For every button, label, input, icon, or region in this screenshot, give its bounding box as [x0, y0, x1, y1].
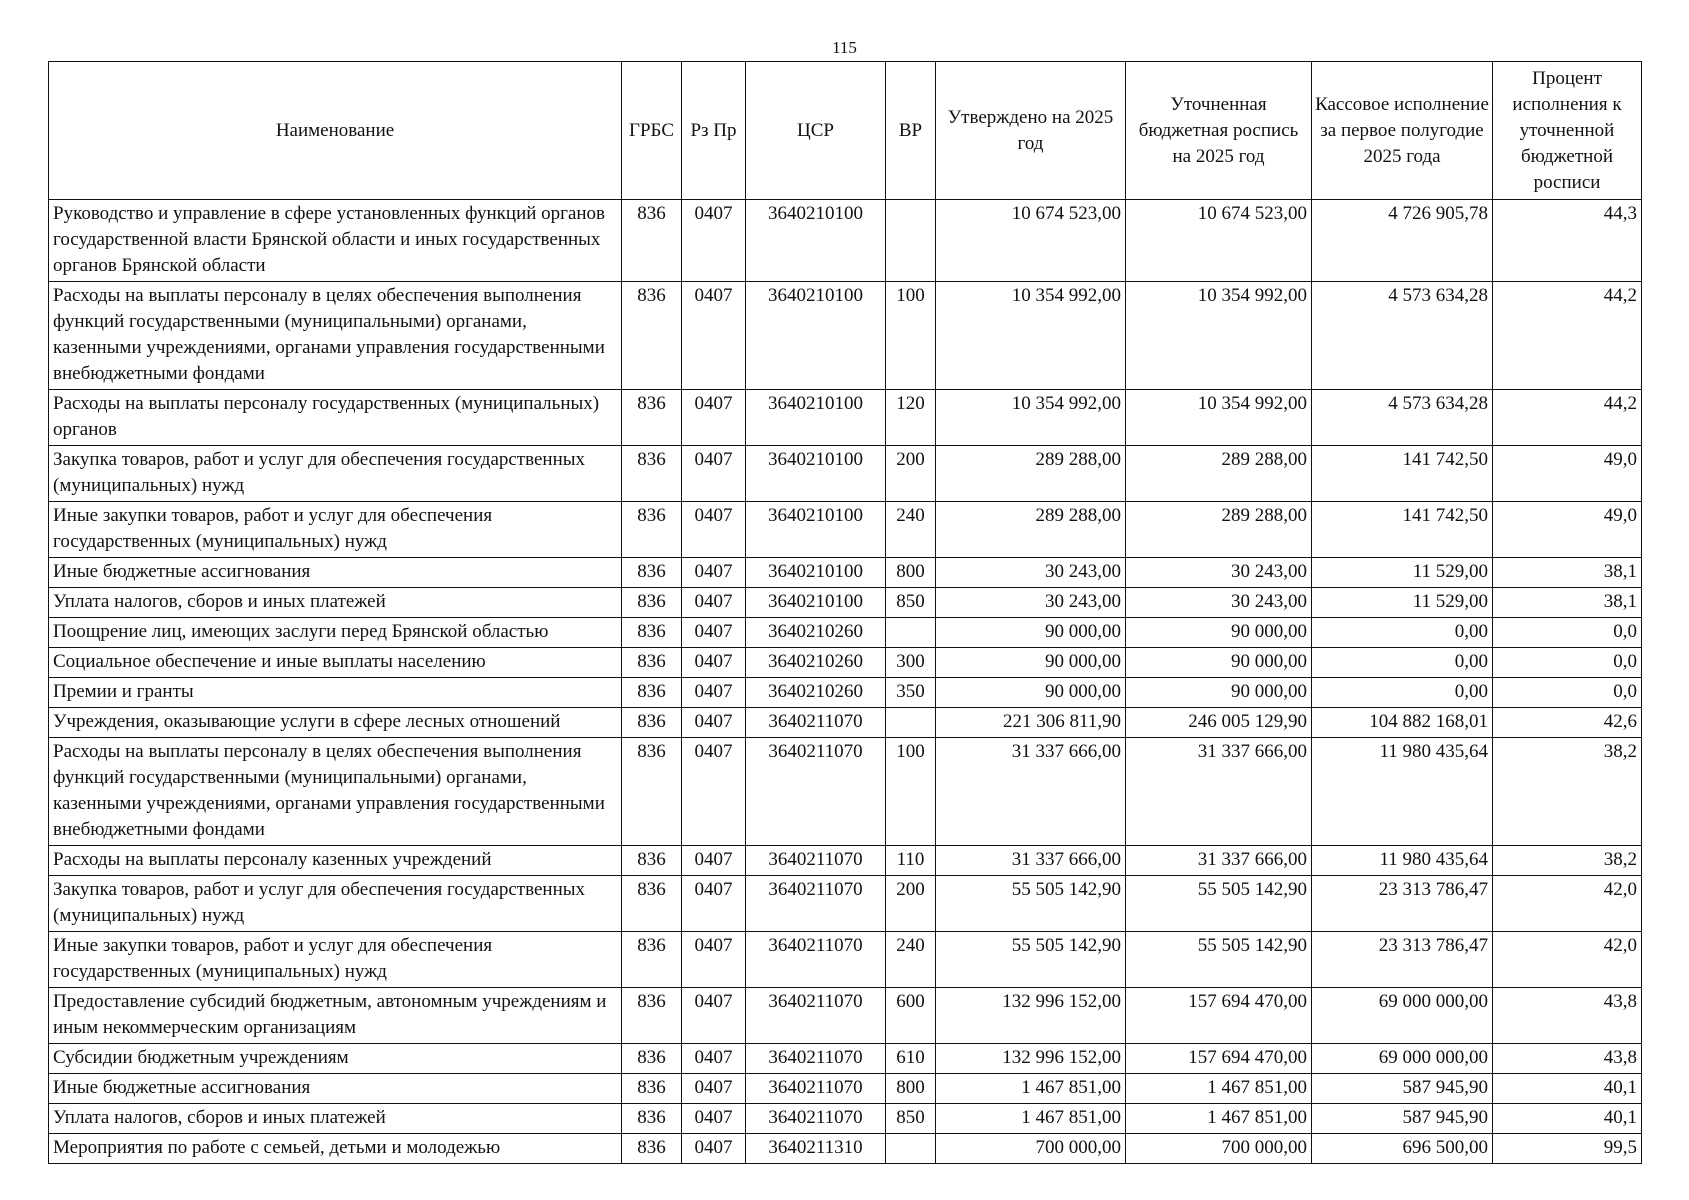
cell-percent: 42,0 [1493, 876, 1642, 932]
cell-vr [886, 618, 936, 648]
cell-rzpr: 0407 [682, 738, 746, 846]
cell-percent: 43,8 [1493, 988, 1642, 1044]
cell-vr [886, 200, 936, 282]
cell-grbs: 836 [622, 846, 682, 876]
cell-csr: 3640211070 [746, 876, 886, 932]
cell-csr: 3640211070 [746, 988, 886, 1044]
table-row [49, 846, 1642, 876]
cell-grbs: 836 [622, 200, 682, 282]
cell-cash: 0,00 [1312, 678, 1493, 708]
cell-percent: 49,0 [1493, 446, 1642, 502]
cell-cash: 11 980 435,64 [1312, 738, 1493, 846]
cell-name: Социальное обеспечение и иные выплаты населению [49, 648, 622, 678]
cell-name: Расходы на выплаты персоналу государственных (муниципальных) органов [49, 390, 622, 446]
cell-vr [886, 1134, 936, 1164]
cell-name: Предоставление субсидий бюджетным, автономным учреждениям и иным некоммерческим организациям [49, 988, 622, 1044]
cell-csr: 3640210100 [746, 502, 886, 558]
table-row [49, 390, 1642, 446]
cell-csr: 3640210260 [746, 648, 886, 678]
table-row [49, 502, 1642, 558]
cell-rzpr: 0407 [682, 502, 746, 558]
table-row [49, 282, 1642, 390]
cell-cash: 11 529,00 [1312, 588, 1493, 618]
cell-cash: 0,00 [1312, 618, 1493, 648]
cell-approved: 10 674 523,00 [936, 200, 1126, 282]
cell-grbs: 836 [622, 988, 682, 1044]
cell-cash: 696 500,00 [1312, 1134, 1493, 1164]
cell-refined: 31 337 666,00 [1126, 846, 1312, 876]
cell-grbs: 836 [622, 558, 682, 588]
cell-refined: 90 000,00 [1126, 648, 1312, 678]
cell-name: Субсидии бюджетным учреждениям [49, 1044, 622, 1074]
cell-vr: 350 [886, 678, 936, 708]
cell-approved: 700 000,00 [936, 1134, 1126, 1164]
cell-cash: 11 980 435,64 [1312, 846, 1493, 876]
cell-name: Уплата налогов, сборов и иных платежей [49, 588, 622, 618]
cell-csr: 3640210260 [746, 618, 886, 648]
cell-grbs: 836 [622, 1044, 682, 1074]
cell-csr: 3640211070 [746, 738, 886, 846]
cell-grbs: 836 [622, 708, 682, 738]
cell-percent: 99,5 [1493, 1134, 1642, 1164]
cell-rzpr: 0407 [682, 588, 746, 618]
cell-rzpr: 0407 [682, 876, 746, 932]
cell-refined: 246 005 129,90 [1126, 708, 1312, 738]
cell-refined: 30 243,00 [1126, 588, 1312, 618]
table-row [49, 588, 1642, 618]
cell-percent: 43,8 [1493, 1044, 1642, 1074]
cell-percent: 0,0 [1493, 648, 1642, 678]
cell-percent: 38,1 [1493, 558, 1642, 588]
cell-approved: 30 243,00 [936, 588, 1126, 618]
cell-cash: 587 945,90 [1312, 1104, 1493, 1134]
cell-approved: 10 354 992,00 [936, 282, 1126, 390]
cell-rzpr: 0407 [682, 390, 746, 446]
cell-name: Поощрение лиц, имеющих заслуги перед Брянской областью [49, 618, 622, 648]
cell-vr: 200 [886, 876, 936, 932]
cell-rzpr: 0407 [682, 648, 746, 678]
cell-percent: 38,2 [1493, 846, 1642, 876]
table-row [49, 1104, 1642, 1134]
cell-csr: 3640211070 [746, 1074, 886, 1104]
cell-refined: 157 694 470,00 [1126, 1044, 1312, 1074]
cell-vr: 800 [886, 1074, 936, 1104]
cell-vr: 610 [886, 1044, 936, 1074]
cell-name: Расходы на выплаты персоналу в целях обеспечения выполнения функций государственными (муниципальными) органами, казенными учреждениями, органами управления государственными внебюджетными фондами [49, 282, 622, 390]
cell-name: Премии и гранты [49, 678, 622, 708]
cell-approved: 221 306 811,90 [936, 708, 1126, 738]
cell-rzpr: 0407 [682, 846, 746, 876]
cell-approved: 289 288,00 [936, 502, 1126, 558]
cell-csr: 3640211070 [746, 846, 886, 876]
cell-cash: 69 000 000,00 [1312, 988, 1493, 1044]
header-refined: Уточненная бюджетная роспись на 2025 год [1126, 62, 1312, 200]
cell-cash: 4 726 905,78 [1312, 200, 1493, 282]
header-grbs: ГРБС [622, 62, 682, 200]
cell-vr: 850 [886, 1104, 936, 1134]
cell-grbs: 836 [622, 618, 682, 648]
cell-refined: 1 467 851,00 [1126, 1104, 1312, 1134]
cell-cash: 587 945,90 [1312, 1074, 1493, 1104]
header-name: Наименование [49, 62, 622, 200]
cell-cash: 141 742,50 [1312, 446, 1493, 502]
cell-name: Руководство и управление в сфере установленных функций органов государственной власти Брянской области и иных государственных органов Брянской области [49, 200, 622, 282]
table-row [49, 1044, 1642, 1074]
cell-vr: 800 [886, 558, 936, 588]
cell-name: Учреждения, оказывающие услуги в сфере лесных отношений [49, 708, 622, 738]
cell-vr: 300 [886, 648, 936, 678]
cell-rzpr: 0407 [682, 678, 746, 708]
cell-name: Иные закупки товаров, работ и услуг для обеспечения государственных (муниципальных) нужд [49, 932, 622, 988]
cell-csr: 3640210100 [746, 558, 886, 588]
table-row [49, 1134, 1642, 1164]
cell-approved: 1 467 851,00 [936, 1104, 1126, 1134]
cell-grbs: 836 [622, 1134, 682, 1164]
header-cash: Кассовое исполнение за первое полугодие 2025 года [1312, 62, 1493, 200]
cell-percent: 0,0 [1493, 678, 1642, 708]
cell-vr: 110 [886, 846, 936, 876]
cell-percent: 44,2 [1493, 390, 1642, 446]
cell-cash: 11 529,00 [1312, 558, 1493, 588]
table-row [49, 708, 1642, 738]
table-row [49, 618, 1642, 648]
budget-execution-table [48, 61, 1642, 1164]
cell-rzpr: 0407 [682, 282, 746, 390]
cell-rzpr: 0407 [682, 708, 746, 738]
cell-rzpr: 0407 [682, 446, 746, 502]
cell-refined: 10 354 992,00 [1126, 390, 1312, 446]
cell-refined: 90 000,00 [1126, 618, 1312, 648]
cell-approved: 31 337 666,00 [936, 738, 1126, 846]
table-row [49, 648, 1642, 678]
cell-refined: 55 505 142,90 [1126, 876, 1312, 932]
cell-rzpr: 0407 [682, 1134, 746, 1164]
cell-rzpr: 0407 [682, 1074, 746, 1104]
cell-name: Уплата налогов, сборов и иных платежей [49, 1104, 622, 1134]
cell-approved: 10 354 992,00 [936, 390, 1126, 446]
cell-percent: 44,2 [1493, 282, 1642, 390]
cell-percent: 40,1 [1493, 1104, 1642, 1134]
cell-vr: 100 [886, 282, 936, 390]
cell-rzpr: 0407 [682, 932, 746, 988]
cell-csr: 3640210100 [746, 588, 886, 618]
cell-refined: 157 694 470,00 [1126, 988, 1312, 1044]
cell-approved: 1 467 851,00 [936, 1074, 1126, 1104]
cell-csr: 3640210100 [746, 282, 886, 390]
cell-grbs: 836 [622, 678, 682, 708]
cell-refined: 30 243,00 [1126, 558, 1312, 588]
header-approved: Утверждено на 2025 год [936, 62, 1126, 200]
cell-refined: 55 505 142,90 [1126, 932, 1312, 988]
table-row [49, 932, 1642, 988]
cell-grbs: 836 [622, 738, 682, 846]
cell-vr: 240 [886, 932, 936, 988]
cell-csr: 3640210100 [746, 200, 886, 282]
cell-grbs: 836 [622, 648, 682, 678]
cell-approved: 90 000,00 [936, 678, 1126, 708]
table-row [49, 558, 1642, 588]
cell-refined: 10 674 523,00 [1126, 200, 1312, 282]
cell-refined: 700 000,00 [1126, 1134, 1312, 1164]
cell-name: Расходы на выплаты персоналу в целях обеспечения выполнения функций государственными (муниципальными) органами, казенными учреждениями, органами управления государственными внебюджетными фондами [49, 738, 622, 846]
cell-refined: 289 288,00 [1126, 446, 1312, 502]
cell-grbs: 836 [622, 588, 682, 618]
cell-rzpr: 0407 [682, 618, 746, 648]
cell-refined: 90 000,00 [1126, 678, 1312, 708]
cell-vr: 850 [886, 588, 936, 618]
cell-csr: 3640211310 [746, 1134, 886, 1164]
cell-csr: 3640210260 [746, 678, 886, 708]
cell-cash: 104 882 168,01 [1312, 708, 1493, 738]
cell-cash: 141 742,50 [1312, 502, 1493, 558]
cell-percent: 42,6 [1493, 708, 1642, 738]
table-row [49, 738, 1642, 846]
cell-vr: 200 [886, 446, 936, 502]
header-rzpr: Рз Пр [682, 62, 746, 200]
cell-rzpr: 0407 [682, 988, 746, 1044]
cell-cash: 23 313 786,47 [1312, 932, 1493, 988]
cell-vr: 100 [886, 738, 936, 846]
cell-csr: 3640210100 [746, 390, 886, 446]
cell-refined: 10 354 992,00 [1126, 282, 1312, 390]
cell-approved: 132 996 152,00 [936, 1044, 1126, 1074]
cell-name: Закупка товаров, работ и услуг для обеспечения государственных (муниципальных) нужд [49, 446, 622, 502]
cell-cash: 4 573 634,28 [1312, 282, 1493, 390]
cell-percent: 44,3 [1493, 200, 1642, 282]
table-row [49, 446, 1642, 502]
cell-name: Иные бюджетные ассигнования [49, 558, 622, 588]
cell-approved: 90 000,00 [936, 648, 1126, 678]
cell-vr: 240 [886, 502, 936, 558]
header-percent: Процент исполнения к уточненной бюджетной росписи [1493, 62, 1642, 200]
table-row [49, 1074, 1642, 1104]
cell-percent: 38,2 [1493, 738, 1642, 846]
cell-grbs: 836 [622, 932, 682, 988]
cell-cash: 69 000 000,00 [1312, 1044, 1493, 1074]
cell-percent: 49,0 [1493, 502, 1642, 558]
cell-approved: 132 996 152,00 [936, 988, 1126, 1044]
cell-name: Закупка товаров, работ и услуг для обеспечения государственных (муниципальных) нужд [49, 876, 622, 932]
cell-grbs: 836 [622, 502, 682, 558]
table-body [49, 200, 1642, 1164]
cell-name: Иные закупки товаров, работ и услуг для обеспечения государственных (муниципальных) нужд [49, 502, 622, 558]
cell-cash: 4 573 634,28 [1312, 390, 1493, 446]
header-vr: ВР [886, 62, 936, 200]
page-number: 115 [832, 38, 857, 57]
cell-percent: 0,0 [1493, 618, 1642, 648]
cell-approved: 31 337 666,00 [936, 846, 1126, 876]
cell-refined: 31 337 666,00 [1126, 738, 1312, 846]
cell-approved: 289 288,00 [936, 446, 1126, 502]
table-row [49, 876, 1642, 932]
cell-percent: 42,0 [1493, 932, 1642, 988]
cell-csr: 3640211070 [746, 708, 886, 738]
cell-approved: 90 000,00 [936, 618, 1126, 648]
cell-approved: 30 243,00 [936, 558, 1126, 588]
cell-csr: 3640211070 [746, 1104, 886, 1134]
cell-approved: 55 505 142,90 [936, 876, 1126, 932]
cell-rzpr: 0407 [682, 200, 746, 282]
table-header-row [49, 62, 1642, 200]
cell-percent: 40,1 [1493, 1074, 1642, 1104]
cell-approved: 55 505 142,90 [936, 932, 1126, 988]
cell-refined: 1 467 851,00 [1126, 1074, 1312, 1104]
cell-rzpr: 0407 [682, 558, 746, 588]
cell-vr: 120 [886, 390, 936, 446]
cell-grbs: 836 [622, 1074, 682, 1104]
cell-grbs: 836 [622, 446, 682, 502]
cell-cash: 23 313 786,47 [1312, 876, 1493, 932]
table-row [49, 988, 1642, 1044]
cell-name: Иные бюджетные ассигнования [49, 1074, 622, 1104]
cell-vr: 600 [886, 988, 936, 1044]
cell-grbs: 836 [622, 1104, 682, 1134]
cell-cash: 0,00 [1312, 648, 1493, 678]
cell-grbs: 836 [622, 282, 682, 390]
table-row [49, 678, 1642, 708]
table-row [49, 200, 1642, 282]
cell-rzpr: 0407 [682, 1044, 746, 1074]
cell-grbs: 836 [622, 876, 682, 932]
cell-name: Мероприятия по работе с семьей, детьми и молодежью [49, 1134, 622, 1164]
cell-vr [886, 708, 936, 738]
cell-grbs: 836 [622, 390, 682, 446]
cell-percent: 38,1 [1493, 588, 1642, 618]
header-csr: ЦСР [746, 62, 886, 200]
cell-name: Расходы на выплаты персоналу казенных учреждений [49, 846, 622, 876]
cell-csr: 3640211070 [746, 1044, 886, 1074]
cell-refined: 289 288,00 [1126, 502, 1312, 558]
cell-csr: 3640211070 [746, 932, 886, 988]
cell-rzpr: 0407 [682, 1104, 746, 1134]
cell-csr: 3640210100 [746, 446, 886, 502]
